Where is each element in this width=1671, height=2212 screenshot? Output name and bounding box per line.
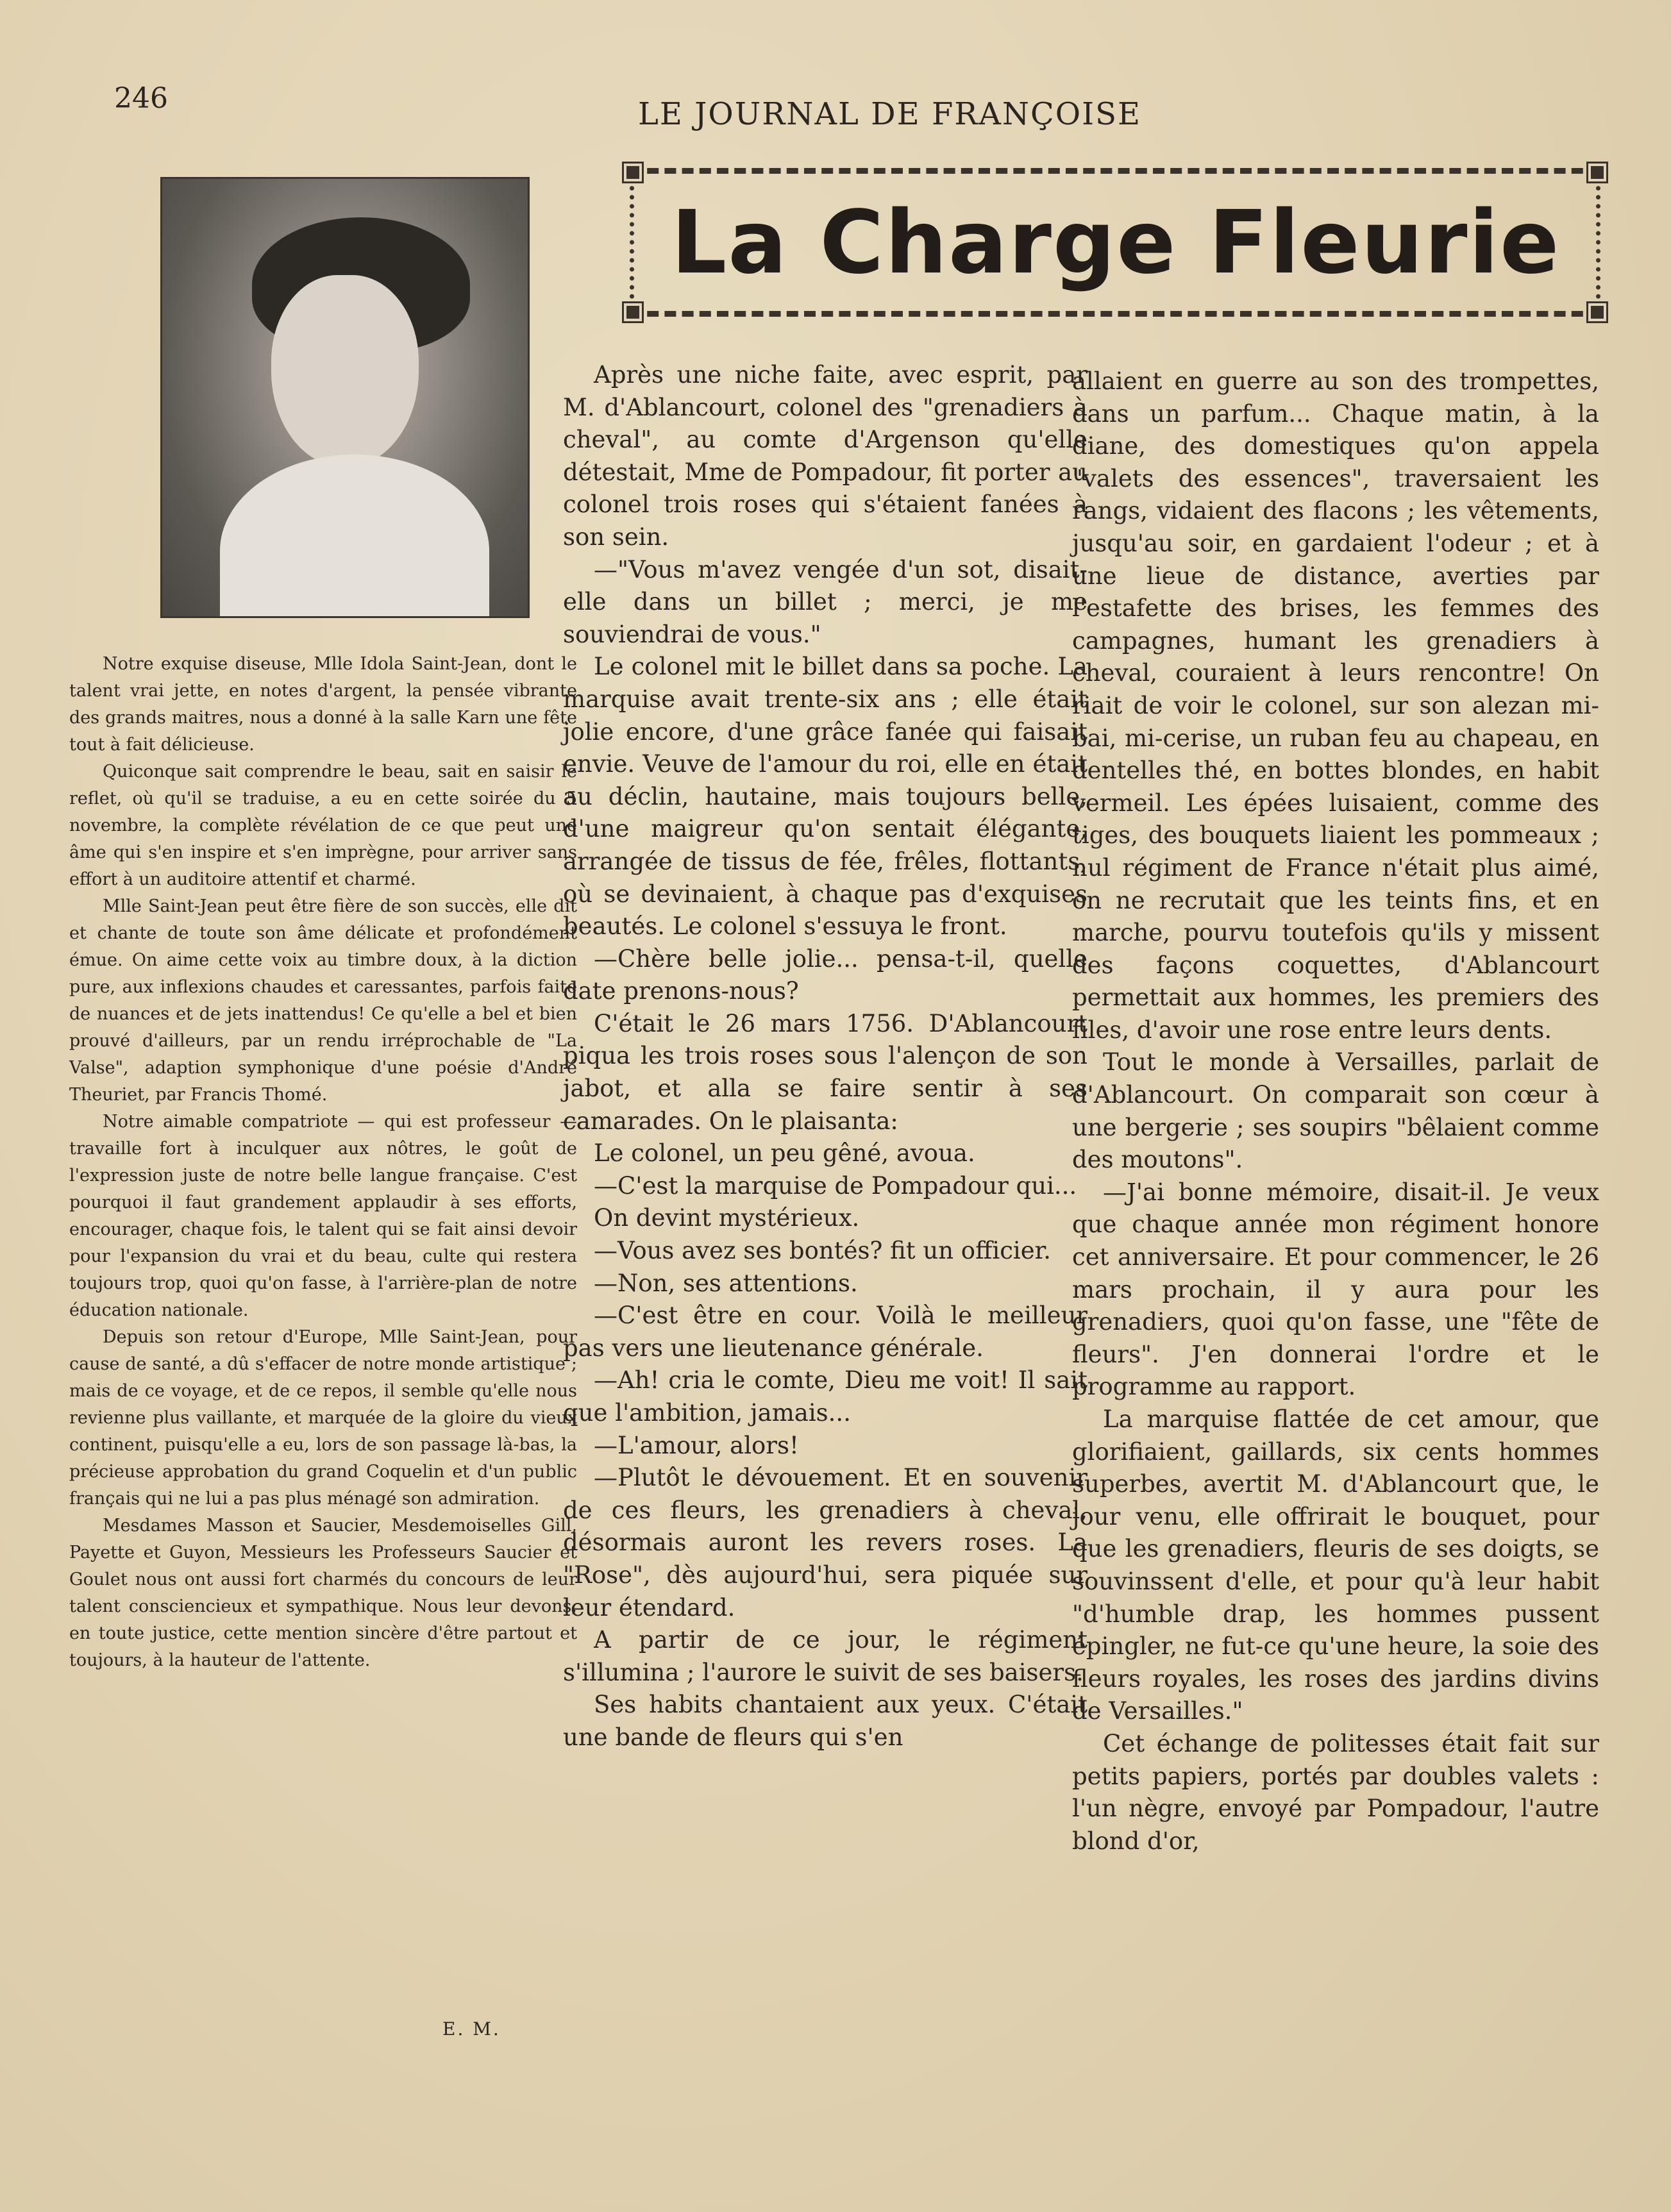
- story-paragraph: Cet échange de politesses était fait sur petits papiers, portés par doubles valets : l'un nègre, envoyé par Pompadour, l'autre blond d'or,: [1072, 1729, 1599, 1855]
- left-paragraph: Mesdames Masson et Saucier, Mesdemoiselles Gill, Payette et Guyon, Messieurs les Professeurs Saucier et Goulet nous ont aussi fort charmés du concours de leur talent consciencieux et sympathique. Nous leur devons, en toute justice, cette mention sincère d'être partout et toujours, à la hauteur de l'attente.: [69, 1516, 577, 1670]
- frame-corner-icon: [624, 163, 642, 181]
- story-paragraph: Tout le monde à Versailles, parlait de d'Ablancourt. On comparait son cœur à une bergerie ; ses soupirs "bêlaient comme des moutons".: [1072, 1048, 1599, 1174]
- story-paragraph: —J'ai bonne mémoire, disait-il. Je veux que chaque année mon régiment honore cet anniversaire. Et pour commencer, le 26 mars prochain, il y aura pour les grenadiers, quoi qu'on fasse, une "fête de fleurs". J'en donnerai l'ordre et le programme au rapport.: [1072, 1178, 1599, 1401]
- story-paragraph: —Non, ses attentions.: [594, 1269, 858, 1297]
- story-paragraph: —Plutôt le dévouement. Et en souvenir de ces fleurs, les grenadiers à cheval, désormais auront les revers roses. La "Rose", dès aujourd'hui, sera piquée sur leur étendard.: [563, 1464, 1087, 1621]
- left-paragraph: Notre exquise diseuse, Mlle Idola Saint-Jean, dont le talent vrai jette, en notes d'argent, la pensée vibrante des grands maitres, nous a donné à la salle Karn une fête tout à fait délicieuse.: [69, 654, 577, 755]
- story-paragraph: La marquise flattée de cet amour, que glorifiaient, gaillards, six cents hommes superbes, avertit M. d'Ablancourt que, le jour venu, elle offrirait le bouquet, pour que les grenadiers, fleuris de ses doigts, se souvinssent d'elle, et pour qu'à leur habit "d'humble drap, les hommes pussent épingler, ne fut-ce qu'une heure, la soie des fleurs royales, les roses des jardins divins de Versailles.": [1072, 1405, 1599, 1725]
- left-paragraph: Notre aimable compatriote — qui est professeur — travaille fort à inculquer aux nôtres, le goût de l'expression juste de notre belle langue française. C'est pourquoi il faut grandement applaudir à ses efforts, encourager, chaque fois, le talent qui se fait ainsi devoir pour l'expansion du vrai et du beau, culte qui restera toujours trop, quoi qu'on fasse, à l'arrière-plan de notre éducation nationale.: [69, 1112, 577, 1320]
- left-paragraph: Quiconque sait comprendre le beau, sait en saisir le reflet, où qu'il se traduise, a eu en cette soirée du 5 novembre, la complète révélation de ce que peut une âme qui s'en inspire et s'en imprègne, pour arriver sans effort à un auditoire attentif et charmé.: [69, 762, 577, 889]
- signature: E. M.: [442, 2018, 501, 2040]
- left-paragraph: Depuis son retour d'Europe, Mlle Saint-Jean, pour cause de santé, a dû s'effacer de notre monde artistique ; mais de ce voyage, et de ce repos, il semble qu'elle nous revienne plus vaillante, et marquée de la gloire du vieux continent, puisqu'elle a eu, lors de son passage là-bas, la précieuse approbation du grand Coquelin et d'un public français qui ne lui a pas plus ménagé son admiration.: [69, 1327, 577, 1509]
- story-paragraph: —C'est la marquise de Pompadour qui...: [594, 1171, 1077, 1200]
- left-column: [69, 651, 577, 1674]
- photo-shoulder: [220, 455, 489, 618]
- story-paragraph: —C'est être en cour. Voilà le meilleur pas vers une lieutenance générale.: [563, 1302, 1087, 1362]
- story-paragraph: A partir de ce jour, le régiment s'illumina ; l'aurore le suivit de ses baisers.: [563, 1626, 1087, 1686]
- left-paragraph: Mlle Saint-Jean peut être fière de son succès, elle dit et chante de toute son âme délicate et profondément émue. On aime cette voix au timbre doux, à la diction pure, aux inflexions chaudes et caressantes, parfois faite de nuances et de jets inattendus! Ce qu'elle a bel et bien prouvé d'ailleurs, par un rendu irréprochable de "La Valse", adaption symphonique d'une poésie d'André Theuriet, par Francis Thomé.: [69, 896, 577, 1105]
- story-paragraph: Ses habits chantaient aux yeux. C'était une bande de fleurs qui s'en: [563, 1691, 1087, 1751]
- story-paragraph: C'était le 26 mars 1756. D'Ablancourt piqua les trois roses sous l'alençon de son jabot, et alla se faire sentir à ses camarades. On le plaisanta:: [563, 1009, 1087, 1135]
- story-paragraph: allaient en guerre au son des trompettes, dans un parfum... Chaque matin, à la diane, des domestiques qu'on appela "valets des essences", traversaient les rangs, vidaient des flacons ; les vêtements, jusqu'au soir, en gardaient l'odeur ; et à une lieue de distance, averties par l'estafette des brises, les femmes des campagnes, humant les grenadiers à cheval, couraient à leurs rencontre! On riait de voir le colonel, sur son alezan mi-bai, mi-cerise, un ruban feu au chapeau, en dentelles thé, en bottes blondes, en habit vermeil. Les épées luisaient, comme des tiges, des bouquets liaient les pommeaux ; nul régiment de France n'était plus aimé, on ne recrutait que les teints fins, et en marche, pourvu toutefois qu'ils y missent des façons coquettes, d'Ablancourt permettait aux hommes, les premiers des files, d'avoir une rose entre leurs dents.: [1072, 367, 1599, 1044]
- article-title: La Charge Fleurie: [671, 192, 1561, 294]
- story-paragraph: —L'amour, alors!: [594, 1431, 799, 1459]
- story-paragraph: Après une niche faite, avec esprit, par M. d'Ablancourt, colonel des "grenadiers à cheval", au comte d'Argenson qu'elle détestait, Mme de Pompadour, fit porter au colonel trois roses qui s'étaient fanées à son sein.: [563, 361, 1087, 551]
- story-paragraph: —Chère belle jolie... pensa-t-il, quelle date prenons-nous?: [563, 944, 1087, 1005]
- story-paragraph: Le colonel, un peu gêné, avoua.: [594, 1139, 975, 1168]
- story-paragraph: On devint mystérieux.: [594, 1204, 860, 1232]
- story-column-1: [563, 359, 1087, 1754]
- story-paragraph: —Ah! cria le comte, Dieu me voit! Il sait que l'ambition, jamais...: [563, 1366, 1087, 1427]
- running-head: LE JOURNAL DE FRANÇOISE: [638, 96, 1142, 132]
- portrait-photo: [160, 177, 530, 618]
- story-paragraph: —"Vous m'avez vengée d'un sot, disait-elle dans un billet ; merci, je me souviendrai de vous.": [563, 555, 1087, 648]
- story-column-2: [1072, 365, 1599, 1857]
- page-number: 246: [114, 82, 168, 115]
- story-paragraph: —Vous avez ses bontés? fit un officier.: [594, 1237, 1052, 1265]
- frame-corner-icon: [624, 303, 642, 321]
- photo-face: [271, 275, 419, 467]
- frame-corner-icon: [1588, 303, 1606, 321]
- story-paragraph: Le colonel mit le billet dans sa poche. La marquise avait trente-six ans ; elle était jolie encore, d'une grâce fanée qui faisait envie. Veuve de l'amour du roi, elle en était au déclin, hautaine, mais toujours belle, d'une maigreur qu'on sentait élégante, arrangée de tissus de fée, frêles, flottants, où se devinaient, à chaque pas d'exquises beautés. Le colonel s'essuya le front.: [563, 653, 1087, 941]
- frame-corner-icon: [1588, 163, 1606, 181]
